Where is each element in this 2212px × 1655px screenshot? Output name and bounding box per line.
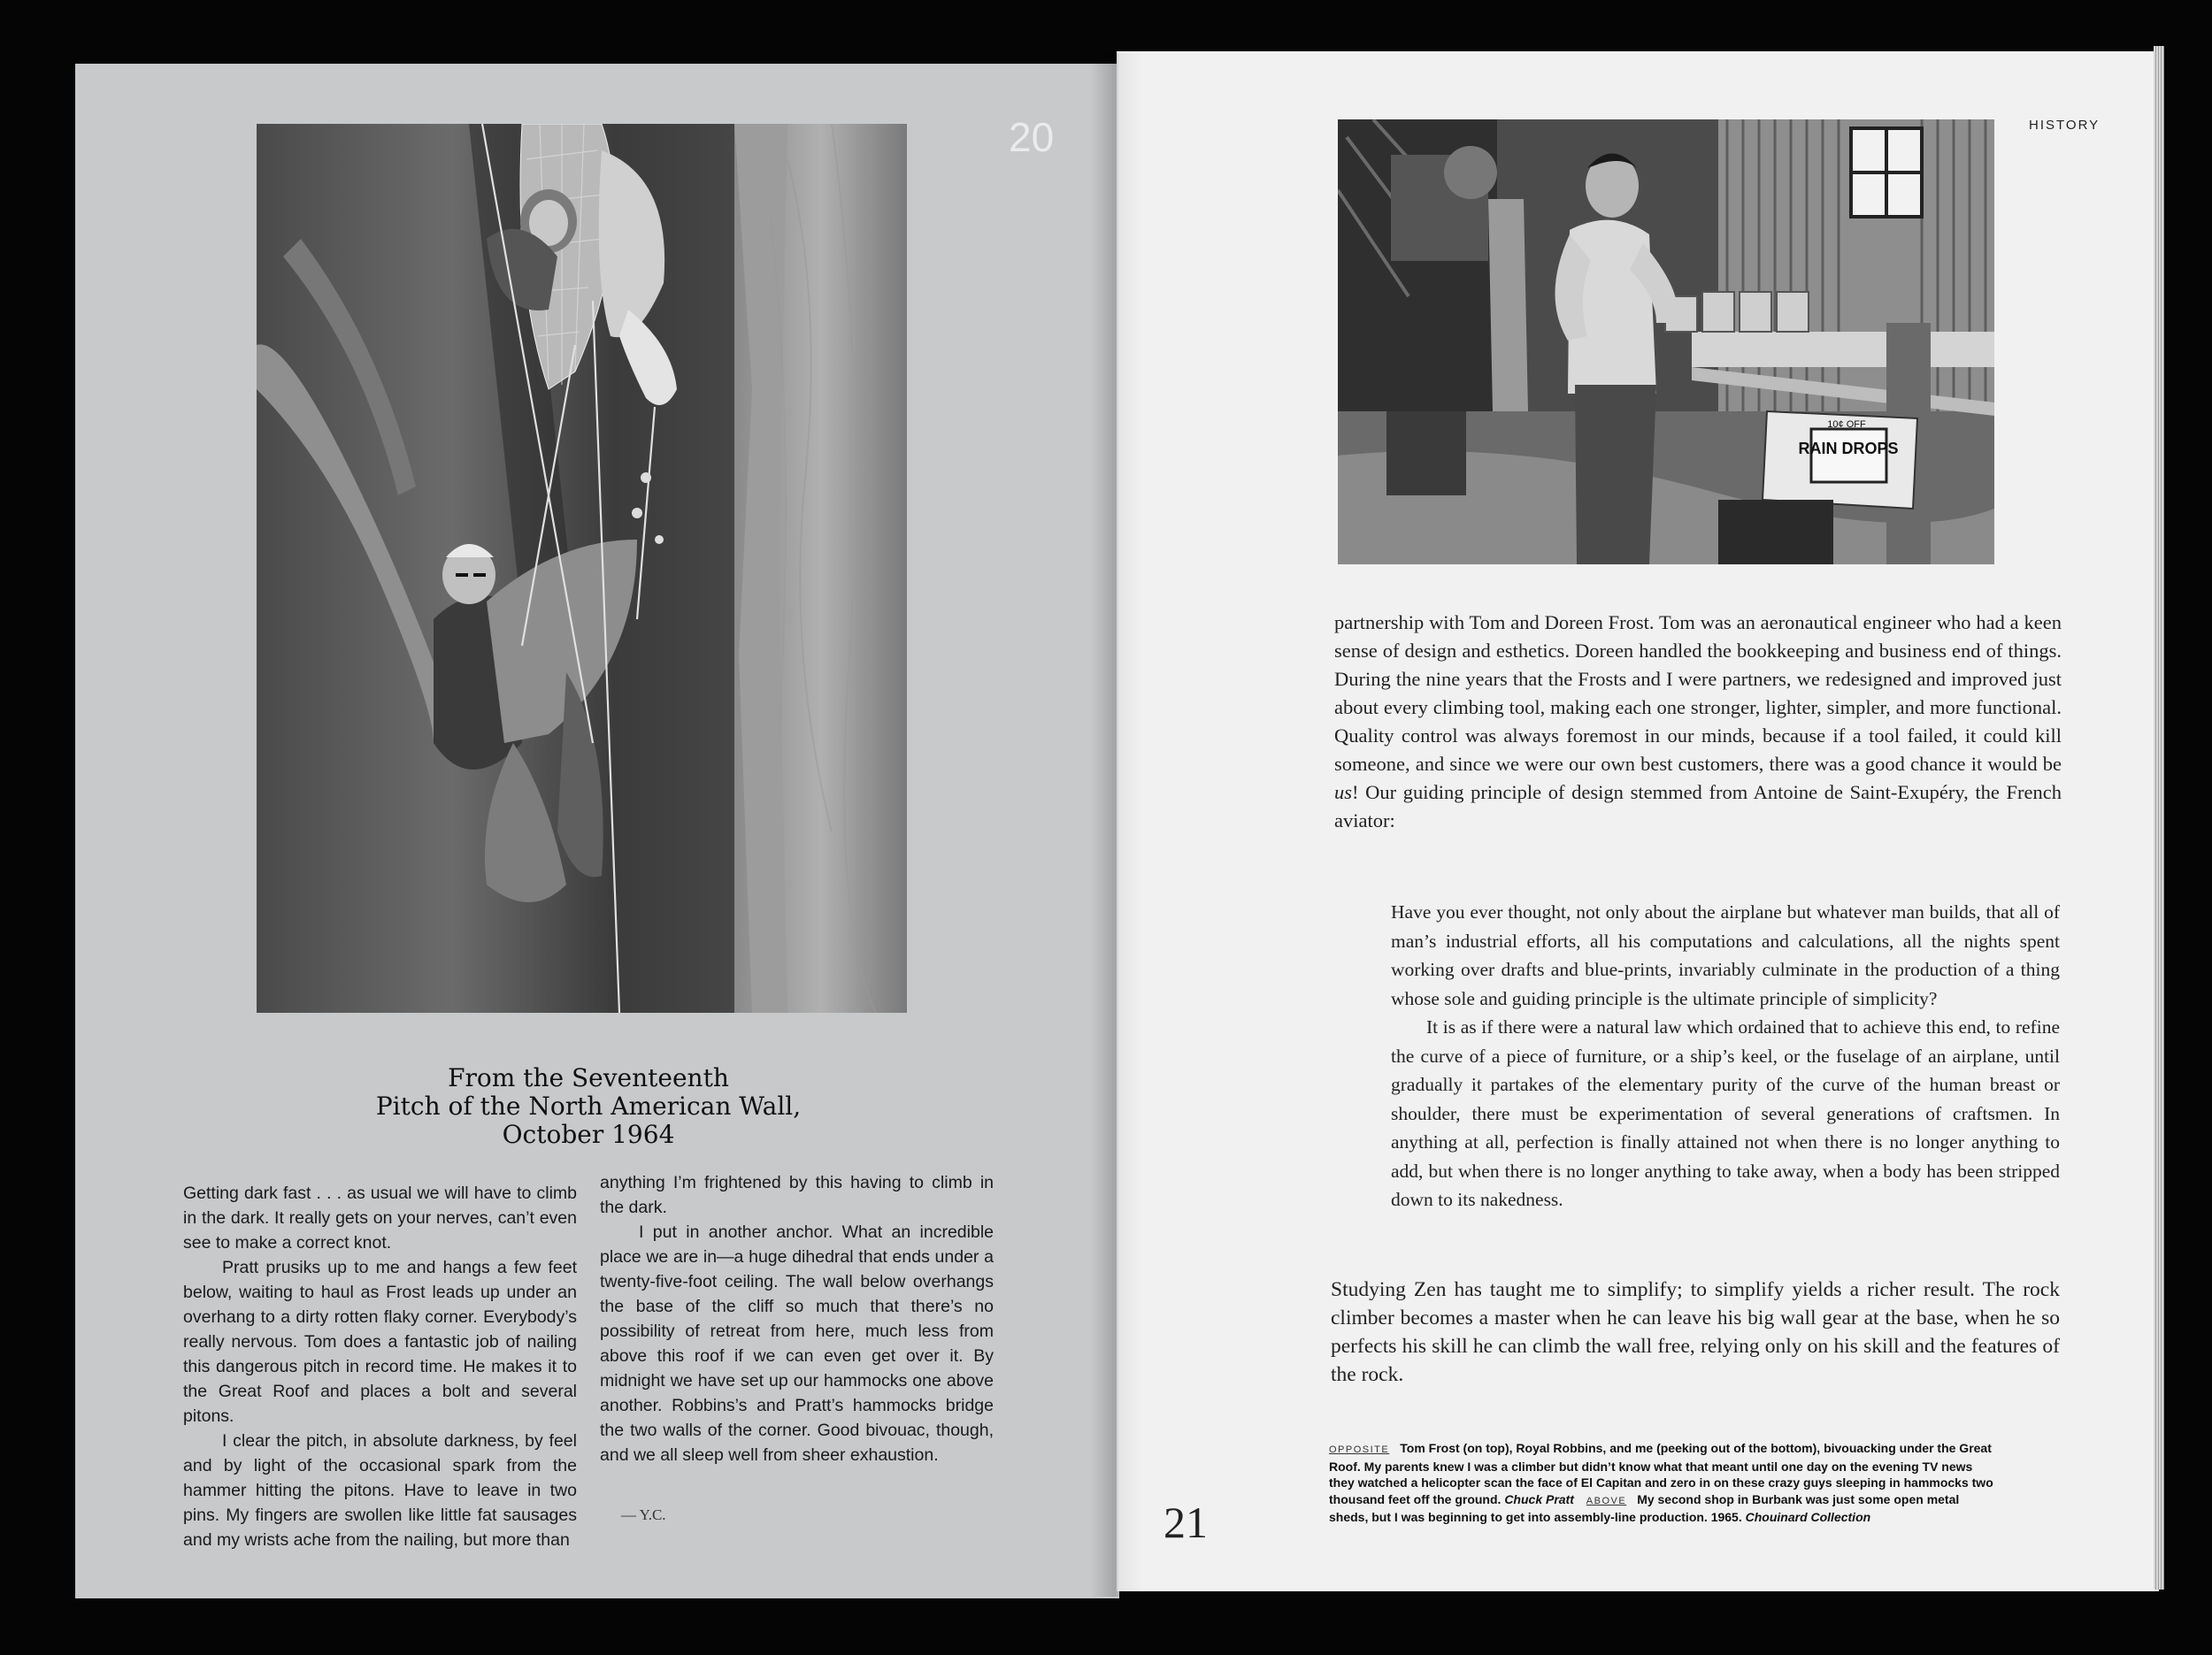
title-line: From the Seventeenth — [448, 1063, 729, 1092]
quote-paragraph: Have you ever thought, not only about the airplane but whatever man builds, that all of man’s industrial efforts, all his computations and calculations, all the nights spent working over drafts and blue-prints, invariably culminate in the production of a thing whose sole and guiding principle is the ultimate principle of simplicity? — [1391, 901, 2060, 1009]
page-edge — [2154, 46, 2164, 1590]
paragraph: anything I’m frightened by this having to climb in the dark. — [600, 1173, 994, 1217]
journal-column-1 — [183, 1181, 577, 1552]
section-label: HISTORY — [2029, 118, 2101, 133]
photo-credit: Chuck Pratt — [1504, 1491, 1574, 1506]
quote-paragraph: It is as if there were a natural law which ordained that to achieve this end, to refine the curve of a piece of furniture, or a ship’s keel, or the fuselage of an airplane, until gradually it partakes of the elementary purity of the curve of the human breast or shoulder, there must be experimentation of several generations of craftsmen. In anything at all, perfection is finally attained not when there is no longer anything to add, but when there is no longer anything to take away, when a body has been stripped down to its nakedness. — [1391, 1016, 2060, 1210]
paragraph: Getting dark fast . . . as usual we will have to climb in the dark. It really gets on your nerves, can’t even see to make a correct knot. — [183, 1184, 577, 1253]
caption-label-above: ABOVE — [1586, 1495, 1627, 1506]
photo-credit: Chouinard Collection — [1745, 1510, 1871, 1524]
text-run: partnership with Tom and Doreen Frost. Tom was an aeronautical engineer who had a keen sense of design and esthetics. Doreen handled the bookkeeping and business end of things. During the nine years that the Frosts and I were partners, we redesigned and improved just about every climbing tool, making each one stronger, lighter, simpler, and more functional. Quality control was always foremost in our minds, because if a tool failed, it could kill someone, and since we were our own best customers, there was a good chance it would be — [1334, 611, 2062, 775]
body-paragraph-2 — [1331, 1276, 2060, 1389]
text-run: ! Our guiding principle of design stemmed from Antoine de Saint-Exupéry, the French aviator: — [1334, 781, 2062, 831]
title-line: October 1964 — [502, 1120, 675, 1149]
bivouac-photo-illustration — [257, 124, 907, 1013]
paragraph: I put in another anchor. What an incredible place we are in—a huge dihedral that ends under a twenty-five-foot ceiling. The wall below overhangs the base of the cliff so much that there’s no possibility of retreat from here, much less from above this roof if we can even get over it. By midnight we have set up our hammocks one above another. Robbins’s and Pratt’s hammocks bridge the two walls of the corner. Good bivouac, though, and we all sleep well from sheer exhaustion. — [600, 1222, 994, 1465]
paragraph: I clear the pitch, in absolute darkness, by feel and by light of the occasional spark from the hammer hitting the pitons. Have to leave in two pins. My fingers are swollen like little fat sausages and my wrists ache from the nailing, but more than — [183, 1431, 577, 1550]
box-label: RAIN DROPS — [1798, 440, 1899, 457]
title-line: Pitch of the North American Wall, — [375, 1092, 802, 1121]
block-quote — [1391, 898, 2060, 1214]
box-small-label: 10¢ OFF — [1827, 419, 1866, 430]
photo-bivouac-climbers — [257, 124, 907, 1013]
caption-text: Tom Frost (on top), Royal Robbins, and me (peeking out of the bottom), bivouacking under the Great Roof. My parents knew I was a climber but didn’t know what that meant until one day on the evening TV news they watched a helicopter scan the face of El Capitan and zero in on these crazy guys sleeping in hammocks two thousand feet off the ground. — [1329, 1441, 1993, 1506]
body-paragraph-1 — [1334, 609, 2062, 835]
paragraph: Pratt prusiks up to me and hangs a few feet below, waiting to haul as Frost leads up under an overhang to a dirty rotten flaky corner. Everybody’s really nervous. Tom does a fantastic job of nailing this dangerous pitch in record time. He makes it to the Great Roof and places a bolt and several pitons. — [183, 1258, 577, 1426]
paragraph — [1334, 609, 2062, 835]
caption-label-opposite: OPPOSITE — [1329, 1444, 1390, 1455]
rain-drops-box — [1763, 411, 1917, 509]
page-number-left: 20 — [1009, 114, 1055, 160]
page-number-right: 21 — [1164, 1498, 1208, 1547]
emphasis: us — [1334, 781, 1353, 803]
caption-text: My second shop in Burbank was just some open metal sheds, but I was beginning to get into assembly-line production. 1965. — [1329, 1491, 1960, 1524]
photo-machine-shop — [1338, 119, 1994, 564]
article-signature: — Y.C. — [621, 1506, 666, 1523]
photo-captions — [1329, 1440, 2000, 1526]
machine-shop-photo-illustration — [1338, 119, 1994, 564]
journal-column-2 — [600, 1170, 994, 1467]
paragraph: Studying Zen has taught me to simplify; to simplify yields a richer result. The rock climber becomes a master when he can leave his big wall gear at the base, when he so perfects his skill he can climb the wall free, relying only on his skill and the features of the rock. — [1331, 1278, 2060, 1386]
article-title — [301, 1064, 876, 1149]
book-gutter — [1090, 53, 1143, 1597]
